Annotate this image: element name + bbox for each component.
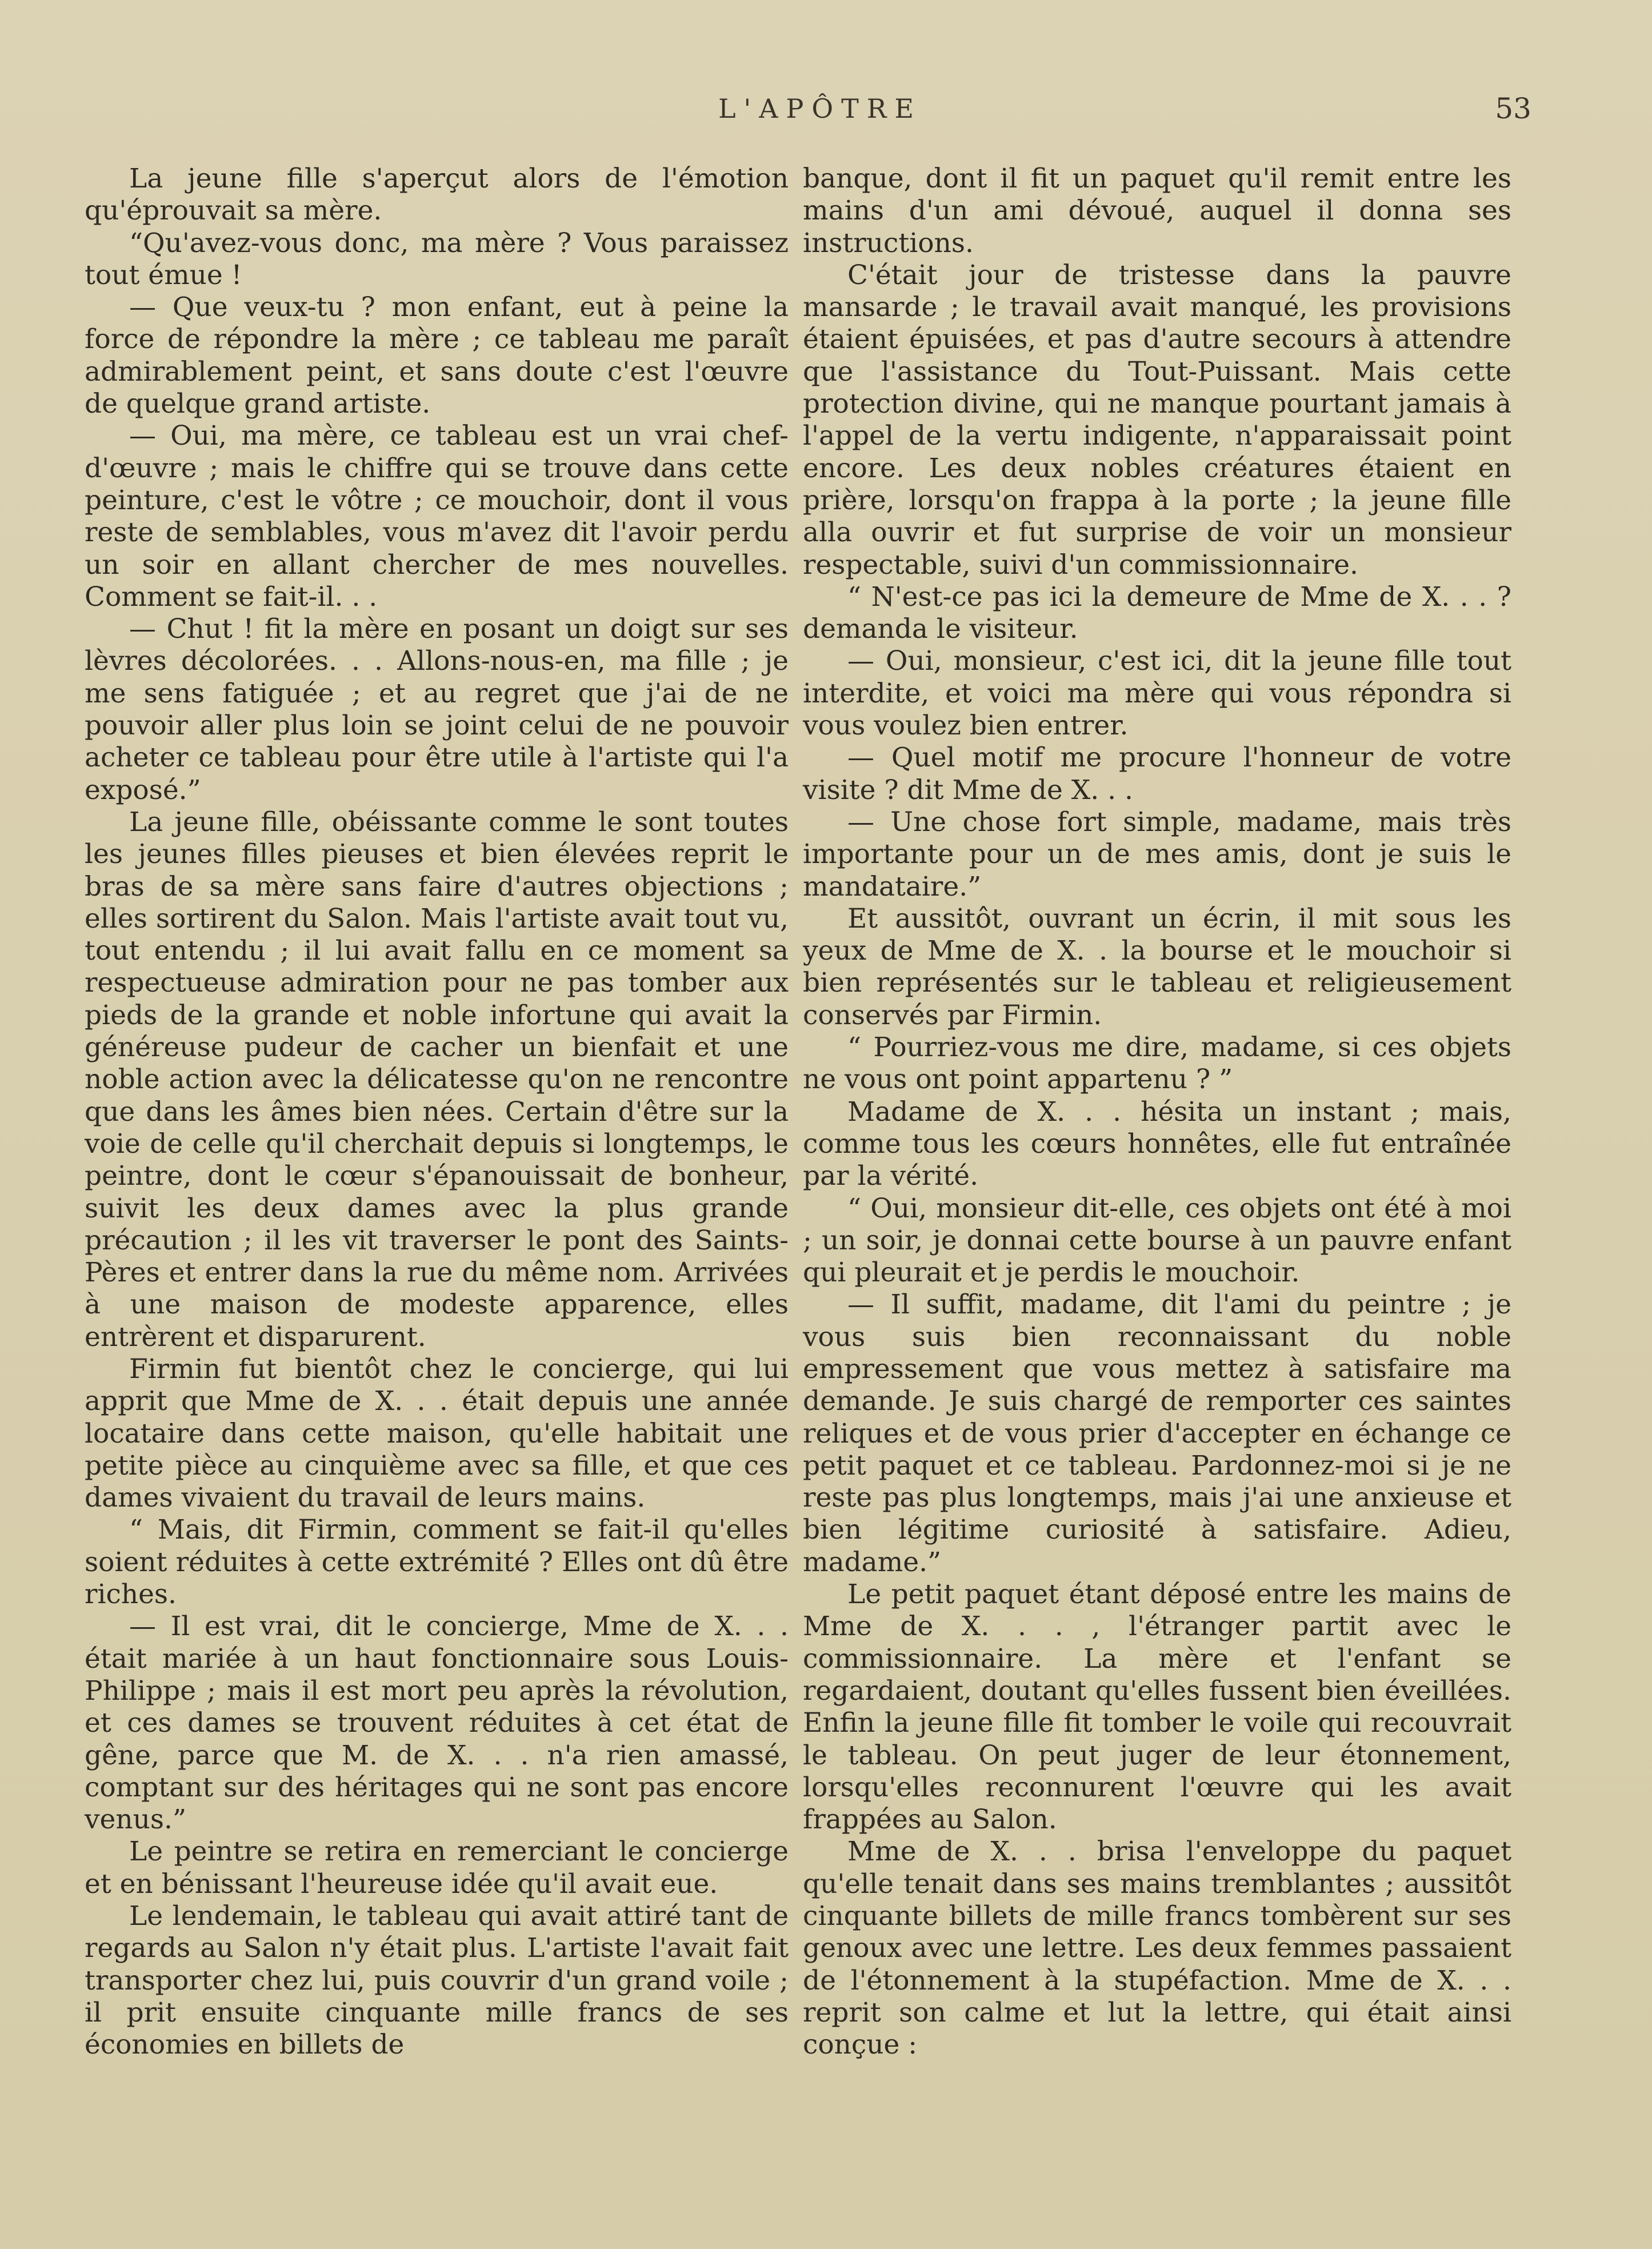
paragraph: Madame de X. . . hésita un instant ; mais, comme tous les cœurs honnêtes, elle fut entraînée par la vérité. [803,1096,1511,1192]
paragraph: “ N'est-ce pas ici la demeure de Mme de X. . . ? demanda le visiteur. [803,581,1511,645]
paragraph: La jeune fille s'aperçut alors de l'émotion qu'éprouvait sa mère. [85,163,789,227]
paragraph: Et aussitôt, ouvrant un écrin, il mit sous les yeux de Mme de X. . la bourse et le mouchoir si bien représentés sur le tableau et religieusement conservés par Firmin. [803,902,1511,1031]
paragraph: “Qu'avez-vous donc, ma mère ? Vous paraissez tout émue ! [85,227,789,291]
paragraph: Mme de X. . . brisa l'enveloppe du paquet qu'elle tenait dans ses mains tremblantes ; aussitôt cinquante billets de mille francs tombèrent sur ses genoux avec une lettre. Les deux femmes passaient de l'étonnement à la stupéfaction. Mme de X. . . reprit son calme et lut la lettre, qui était ainsi conçue : [803,1836,1511,2061]
paragraph: — Que veux-tu ? mon enfant, eut à peine la force de répondre la mère ; ce tableau me paraît admirablement peint, et sans doute c'est l'œuvre de quelque grand artiste. [85,291,789,420]
left-column [85,163,789,2062]
paragraph: La jeune fille, obéissante comme le sont toutes les jeunes filles pieuses et bien élevées reprit le bras de sa mère sans faire d'autres objections ; elles sortirent du Salon. Mais l'artiste avait tout vu, tout entendu ; il lui avait fallu en ce moment sa respectueuse admiration pour ne pas tomber aux pieds de la grande et noble infortune qui avait la généreuse pudeur de cacher un bienfait et une noble action avec la délicatesse qu'on ne rencontre que dans les âmes bien nées. Certain d'être sur la voie de celle qu'il cherchait depuis si longtemps, le peintre, dont le cœur s'épanouissait de bonheur, suivit les deux dames avec la plus grande précaution ; il les vit traverser le pont des Saints-Pères et entrer dans la rue du même nom. Arrivées à une maison de modeste apparence, elles entrèrent et disparurent. [85,806,789,1353]
paragraph: — Une chose fort simple, madame, mais très importante pour un de mes amis, dont je suis le mandataire.” [803,806,1511,902]
paragraph: — Quel motif me procure l'honneur de votre visite ? dit Mme de X. . . [803,742,1511,806]
paragraph: C'était jour de tristesse dans la pauvre mansarde ; le travail avait manqué, les provisions étaient épuisées, et pas d'autre secours à attendre que l'assistance du Tout-Puissant. Mais cette protection divine, qui ne manque pourtant jamais à l'appel de la vertu indigente, n'apparaissait point encore. Les deux nobles créatures étaient en prière, lorsqu'on frappa à la porte ; la jeune fille alla ouvrir et fut surprise de voir un monsieur respectable, suivi d'un commissionnaire. [803,259,1511,581]
paragraph: — Il suffit, madame, dit l'ami du peintre ; je vous suis bien reconnaissant du noble empressement que vous mettez à satisfaire ma demande. Je suis chargé de remporter ces saintes reliques et de vous prier d'accepter en échange ce petit paquet et ce tableau. Pardonnez-moi si je ne reste pas plus longtemps, mais j'ai une anxieuse et bien légitime curiosité à satisfaire. Adieu, madame.” [803,1289,1511,1578]
paragraph: Le peintre se retira en remerciant le concierge et en bénissant l'heureuse idée qu'il avait eue. [85,1836,789,1900]
paragraph: “ Oui, monsieur dit-elle, ces objets ont été à moi ; un soir, je donnai cette bourse à un pauvre enfant qui pleurait et je perdis le mouchoir. [803,1192,1511,1289]
running-header [0,86,1652,131]
right-column [803,163,1511,2062]
paragraph: — Oui, ma mère, ce tableau est un vrai chef-d'œuvre ; mais le chiffre qui se trouve dans cette peinture, c'est le vôtre ; ce mouchoir, dont il vous reste de semblables, vous m'avez dit l'avoir perdu un soir en allant chercher de mes nouvelles. Comment se fait-il. . . [85,420,789,613]
paragraph: — Oui, monsieur, c'est ici, dit la jeune fille tout interdite, et voici ma mère qui vous répondra si vous voulez bien entrer. [803,645,1511,742]
paragraph: — Il est vrai, dit le concierge, Mme de X. . . était mariée à un haut fonctionnaire sous Louis-Philippe ; mais il est mort peu après la révolution, et ces dames se trouvent réduites à cet état de gêne, parce que M. de X. . . n'a rien amassé, comptant sur des héritages qui ne sont pas encore venus.” [85,1611,789,1836]
paragraph: Le petit paquet étant déposé entre les mains de Mme de X. . . , l'étranger partit avec le commissionnaire. La mère et l'enfant se regardaient, doutant qu'elles fussent bien éveillées. Enfin la jeune fille fit tomber le voile qui recouvrait le tableau. On peut juger de leur étonnement, lorsqu'elles reconnurent l'œuvre qui les avait frappées au Salon. [803,1579,1511,1836]
paragraph: — Chut ! fit la mère en posant un doigt sur ses lèvres décolorées. . . Allons-nous-en, ma fille ; je me sens fatiguée ; et au regret que j'ai de ne pouvoir aller plus loin se joint celui de ne pouvoir acheter ce tableau pour être utile à l'artiste qui l'a exposé.” [85,613,789,806]
paragraph: “ Pourriez-vous me dire, madame, si ces objets ne vous ont point appartenu ? ” [803,1032,1511,1096]
running-title: L'APÔTRE [718,93,922,124]
page-number: 53 [1495,92,1531,125]
paragraph: banque, dont il fit un paquet qu'il remit entre les mains d'un ami dévoué, auquel il donna ses instructions. [803,163,1511,259]
paragraph: Firmin fut bientôt chez le concierge, qui lui apprit que Mme de X. . . était depuis une année locataire dans cette maison, qu'elle habitait une petite pièce au cinquième avec sa fille, et que ces dames vivaient du travail de leurs mains. [85,1353,789,1514]
paragraph: Le lendemain, le tableau qui avait attiré tant de regards au Salon n'y était plus. L'artiste l'avait fait transporter chez lui, puis couvrir d'un grand voile ; il prit ensuite cinquante mille francs de ses économies en billets de [85,1900,789,2061]
paragraph: “ Mais, dit Firmin, comment se fait-il qu'elles soient réduites à cette extrémité ? Elles ont dû être riches. [85,1514,789,1611]
